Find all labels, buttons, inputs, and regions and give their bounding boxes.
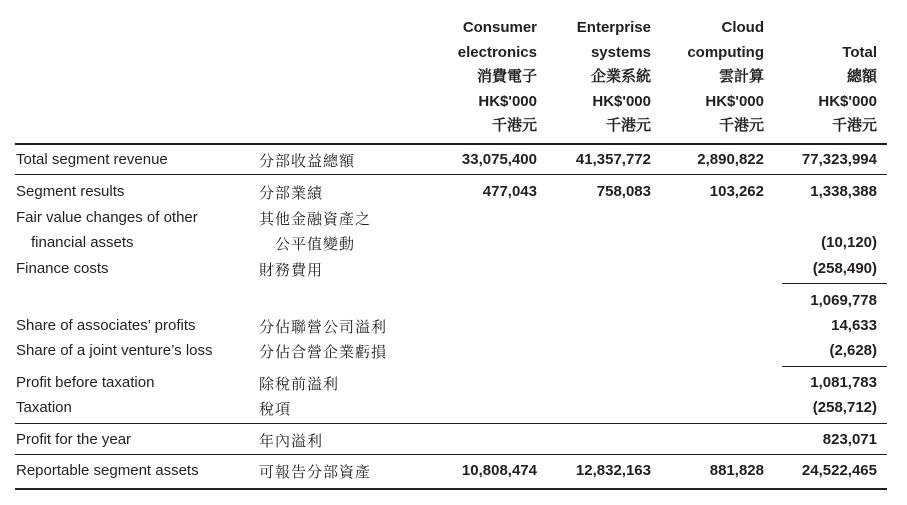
row-label-zh: 其他金融資產之	[259, 210, 372, 228]
header-rule	[15, 143, 887, 145]
header-zh: 消費電子	[476, 68, 537, 85]
cell-value: 1,338,388	[810, 183, 877, 200]
header-unit: HK$'000	[705, 92, 764, 110]
row-label-en: Share of associates’ profits	[16, 317, 196, 334]
header-consumer-electronics	[458, 16, 537, 139]
header-en-line1: Enterprise	[576, 19, 651, 36]
cell-value: 881,828	[709, 462, 764, 479]
row-label-en: Fair value changes of other	[16, 209, 198, 226]
header-unit-zh: 千港元	[831, 117, 877, 134]
header-en-line2: systems	[590, 43, 651, 61]
header-total	[818, 41, 877, 139]
cell-value: 24,522,465	[801, 462, 877, 479]
cell-value: 2,890,822	[697, 151, 764, 168]
row-label-zh: 財務費用	[259, 261, 324, 279]
header-unit-zh: 千港元	[491, 117, 537, 134]
bottom-rule	[15, 488, 887, 490]
row-label-zh-cont: 公平值變動	[275, 235, 356, 253]
cell-value: 10,808,474	[461, 462, 537, 479]
header-unit-zh: 千港元	[718, 117, 764, 134]
header-unit: HK$'000	[592, 92, 651, 110]
header-en-line1: Consumer	[462, 19, 537, 36]
row-label-zh: 可報告分部資產	[259, 463, 372, 481]
row-label-en: Reportable segment assets	[16, 462, 199, 479]
cell-value: 1,069,778	[810, 292, 877, 309]
cell-value: (10,120)	[821, 234, 877, 251]
row-label-zh: 分部收益總額	[259, 152, 356, 170]
cell-value: 758,083	[596, 183, 651, 200]
header-unit: HK$'000	[478, 92, 537, 110]
row-label-zh: 年內溢利	[259, 432, 324, 450]
row-label-en: Profit before taxation	[16, 374, 155, 391]
row-label-zh: 分佔聯營公司溢利	[259, 318, 388, 336]
header-unit-zh: 千港元	[605, 117, 651, 134]
row-label-en: Share of a joint venture’s loss	[16, 342, 213, 359]
header-zh: 企業系統	[590, 68, 651, 85]
header-en-line1: Cloud	[721, 19, 764, 36]
row-label-en: Taxation	[16, 399, 72, 416]
row-label-zh: 分部業績	[259, 184, 324, 202]
cell-value: 33,075,400	[461, 151, 537, 168]
cell-value: 41,357,772	[575, 151, 651, 168]
header-en-line2: computing	[687, 43, 764, 61]
subtotal-rule	[782, 366, 887, 367]
cell-value: 103,262	[709, 183, 764, 200]
subtotal-rule	[782, 283, 887, 284]
row-label-zh: 稅項	[259, 400, 292, 418]
header-enterprise-systems	[577, 16, 651, 139]
header-en-line2: Total	[842, 43, 877, 61]
row-label-en: Total segment revenue	[16, 151, 168, 168]
cell-value: 477,043	[482, 183, 537, 200]
cell-value: 1,081,783	[810, 374, 877, 391]
row-label-en: Profit for the year	[16, 431, 132, 448]
row-label-zh: 除稅前溢利	[259, 375, 340, 393]
header-cloud-computing	[687, 16, 764, 139]
header-zh: 總額	[846, 68, 877, 85]
row-divider	[15, 174, 887, 175]
cell-value: 12,832,163	[575, 462, 651, 479]
cell-value: 14,633	[831, 317, 877, 334]
row-label-zh: 分佔合營企業虧損	[259, 343, 388, 361]
row-label-en: Segment results	[16, 183, 125, 200]
cell-value: (258,490)	[812, 260, 877, 277]
cell-value: (2,628)	[829, 342, 877, 359]
row-divider	[15, 423, 887, 424]
cell-value: 77,323,994	[801, 151, 877, 168]
header-zh: 雲計算	[718, 68, 764, 85]
cell-value: (258,712)	[812, 399, 877, 416]
row-divider	[15, 454, 887, 455]
row-label-en-cont: financial assets	[31, 234, 134, 251]
header-unit: HK$'000	[818, 92, 877, 110]
row-label-en: Finance costs	[16, 260, 109, 277]
header-en-line2: electronics	[457, 43, 537, 61]
cell-value: 823,071	[822, 431, 877, 448]
